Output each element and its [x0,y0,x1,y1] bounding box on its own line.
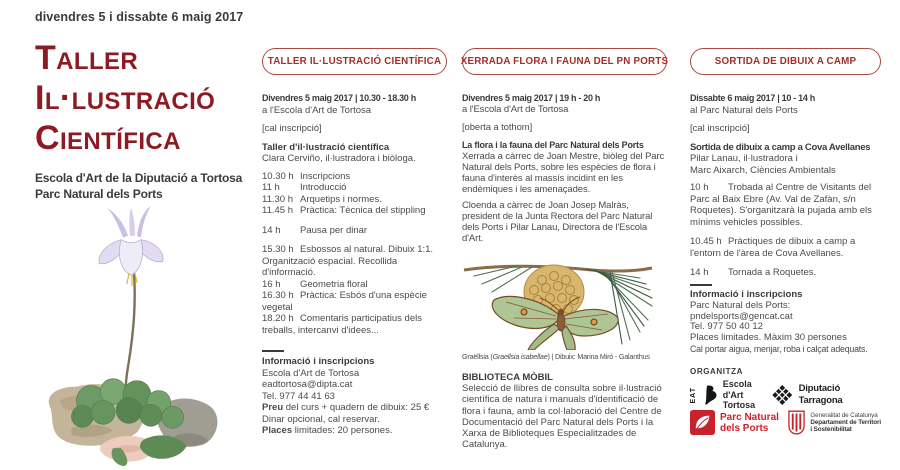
session-datetime: Divendres 5 maig 2017 | 10.30 - 18.30 h [262,93,416,103]
schedule-item [690,236,881,259]
talk-title: La flora i la fauna del Parc Natural dels Ports [462,140,644,150]
panel-xerrada-body [462,93,667,244]
panel-xerrada-header: XERRADA FLORA I FAUNA DEL PN PORTS [462,48,667,75]
registration-note: [cal inscripció] [690,123,750,134]
organizer-subtitle-line-2: Parc Natural dels Ports [35,187,163,201]
schedule-time: 16.30 h [262,290,294,301]
info-org: Escola d'Art de Tortosa [262,367,360,379]
registration-note: [cal inscripció] [262,123,322,134]
illustration-caption [462,351,650,363]
activity-people-2: Marc Aixarch, Ciències Ambientals [690,164,836,176]
gencat-logo-text [810,412,881,434]
eat-logo-text [723,379,771,411]
info-equipment: Cal portar aigua, menjar, roba i calçat adequats. [690,343,868,354]
schedule-text: Geometria floral [300,278,368,290]
info-phone: Tel. 977 44 41 63 [262,390,335,402]
schedule-text: Inscripcions [300,170,351,182]
schedule-time: 10.45 h [690,236,722,247]
mobile-library-title: BIBLIOTECA MÒBIL [462,372,553,383]
eat-line-2: Tortosa [722,400,756,410]
info-org: Parc Natural dels Ports: [690,299,791,311]
open-note: [oberta a tothom] [462,122,533,133]
activity-people-1: Pilar Lanau, il·lustradora i [690,153,798,164]
schedule-text: Pràctica: Tècnica del stippling [300,205,426,216]
activity-title: Sortida de dibuix a camp a Cova Avellanes [690,141,871,153]
schedule-time: 16 h [262,278,281,290]
schedule-time: 15.30 h [262,244,294,255]
schedule-text: Comentaris participatius dels treballs, intercanvi d'idees... [262,313,422,336]
schedule-text: Pausa per dinar [300,224,368,236]
parc-line-2: dels Ports [720,422,769,434]
schedule-item [262,205,447,217]
info-title: Informació i inscripcions [690,289,803,300]
activity-title: Taller d'il·lustració científica [262,141,390,153]
panel-sortida [690,0,881,470]
panel-taller-body [262,93,447,336]
event-dates: divendres 5 i dissabte 6 maig 2017 [35,10,244,24]
logo-escola-art [690,379,771,411]
schedule-text: Esbossos al natural. Dibuix 1:1. Organització espacial. Recollida d'informació. [262,244,434,278]
page-title [35,38,270,158]
session-datetime: Divendres 5 maig 2017 | 19 h - 20 h [462,93,601,103]
schedule-time: 11.30 h [262,193,293,205]
info-places-label: Places [262,425,293,436]
info-email: pndelsports@gencat.cat [690,310,793,322]
schedule-item [262,182,447,194]
eat-line-1: Escola d'Art [722,379,752,400]
logo-row-1 [690,379,881,411]
schedule-text: Trobada al Centre de Visitants del Parc al Baix Ebre (Av. Val de Zafàn, s/n Roquetes). S'organitzarà la pujada amb els mínims vehicles possibles. [690,182,872,228]
masthead [35,10,270,202]
page-title-line-3: Científica [35,119,181,157]
panel-sortida-body [690,93,881,279]
mobile-library-block [462,372,667,450]
panel-xerrada [462,0,667,470]
caption-credit: ) | Dibuix: Marina Miró - Galanthus [547,352,650,361]
schedule-time: 10 h [690,182,709,193]
schedule-item [690,267,881,279]
panel-taller-header: TALLER IL·LUSTRACIÓ CIENTÍFICA [262,48,447,75]
info-price-rest: del curs + quadern de dibuix: 25 € [283,402,430,413]
botanical-illustration [25,198,235,466]
talk-description: Xerrada a càrrec de Joan Mestre, biòleg del Parc Natural dels Ports, sobre les espècies de flora i fauna d'interès al massís incidint en les endèmiques i les amenaçades. [462,151,665,195]
diputacio-logo-icon [771,383,794,407]
info-price-label: Preu [262,402,284,413]
schedule-item [262,313,447,336]
info-places: Places limitades. Màxim 30 persones [690,332,847,344]
logo-row-2 [690,410,881,435]
page-title-line-2: Il·lustració [35,79,216,117]
schedule-item [690,182,881,228]
diputacio-logo-text: Diputació Tarragona [798,383,843,406]
schedule-item [262,225,447,237]
logo-generalitat [788,410,881,435]
gencat-line-2: Departament de Territori [810,418,881,426]
activity-people: Clara Cerviño, il·lustradora i biòloga. [262,153,416,164]
info-block-sortida [690,284,881,355]
schedule-text: Introducció [300,182,347,193]
info-email: eadtortosa@dipta.cat [262,379,353,390]
info-places-rest: limitades: 20 persones. [292,425,393,436]
schedule-time: 14 h [690,267,709,278]
organitza-label: ORGANITZA [690,367,743,376]
moth-illustration [462,256,654,350]
gencat-line-1: Generalitat de Catalunya [810,411,878,419]
caption-common-name: Graëllsia ( [462,352,493,361]
schedule-time: 18.20 h [262,313,294,324]
schedule-text: Tornada a Roquetes. [728,267,817,278]
schedule-item [262,279,447,291]
gencat-logo-icon [788,410,805,435]
session-location: al Parc Natural dels Ports [690,104,798,116]
mobile-library-text: Selecció de llibres de consulta sobre il·lustració científica de natura i manuals d'identificació de flora i fauna, amb la col·laboració del Centre de Documentació del Parc Natural dels Ports i la Xarxa de Biblioteques Especialitzades de Catalunya. [462,383,662,451]
info-places [262,425,447,437]
schedule-item [262,290,447,313]
section-rule [690,284,712,286]
parc-logo-text [720,412,779,434]
info-block-taller [262,350,447,437]
schedule-time: 10.30 h [262,170,294,182]
schedule-time: 11.45 h [262,205,293,216]
session-location: a l'Escola d'Art de Tortosa [462,104,569,115]
session-datetime: Dissabte 6 maig 2017 | 10 - 14 h [690,93,815,103]
eat-logo-icon [703,381,718,409]
panel-taller [262,0,447,470]
caption-scientific-name: Graellsia isabellae [492,352,548,361]
eat-vertical-label: EAT [690,386,697,403]
info-lunch: Dinar opcional, cal reservar. [262,413,380,425]
aquilegia-illustration [25,198,235,466]
schedule-time: 14 h [262,224,281,236]
gencat-line-3: i Sostenibilitat [810,426,852,434]
schedule-item [262,244,447,279]
closing-description: Cloenda a càrrec de Joan Josep Malràs, president de la Junta Rectora del Parc Natural dels Ports i Pilar Lanau, Directora de l'Escola d'Art. [462,200,653,244]
panel-sortida-header: SORTIDA DE DIBUIX A CAMP [690,48,881,75]
session-location: a l'Escola d'Art de Tortosa [262,104,372,116]
schedule-text: Arquetips i normes. [300,193,382,205]
page-title-line-1: Taller [35,39,139,77]
parc-line-1: Parc Natural [720,411,779,423]
moth-illustration-container [462,256,654,350]
schedule-text: Pràctica: Esbós d'una espècie vegetal [262,290,427,313]
parc-logo-icon [690,410,715,435]
schedule-item [262,194,447,206]
info-phone: Tel. 977 50 40 12 [690,321,763,333]
schedule-item [262,171,447,183]
schedule-text: Pràctiques de dibuix a camp a l'entorn de l'àrea de Cova Avellanes. [690,236,856,259]
info-price [262,402,447,414]
section-rule [262,350,284,352]
info-title: Informació i inscripcions [262,356,375,367]
logo-diputacio [771,383,881,407]
schedule-list [690,182,881,279]
schedule-list [262,171,447,337]
schedule-time: 11 h [262,182,280,193]
organizer-subtitle-line-1: Escola d'Art de la Diputació a Tortosa [35,171,243,185]
logo-parc-natural [690,410,779,435]
